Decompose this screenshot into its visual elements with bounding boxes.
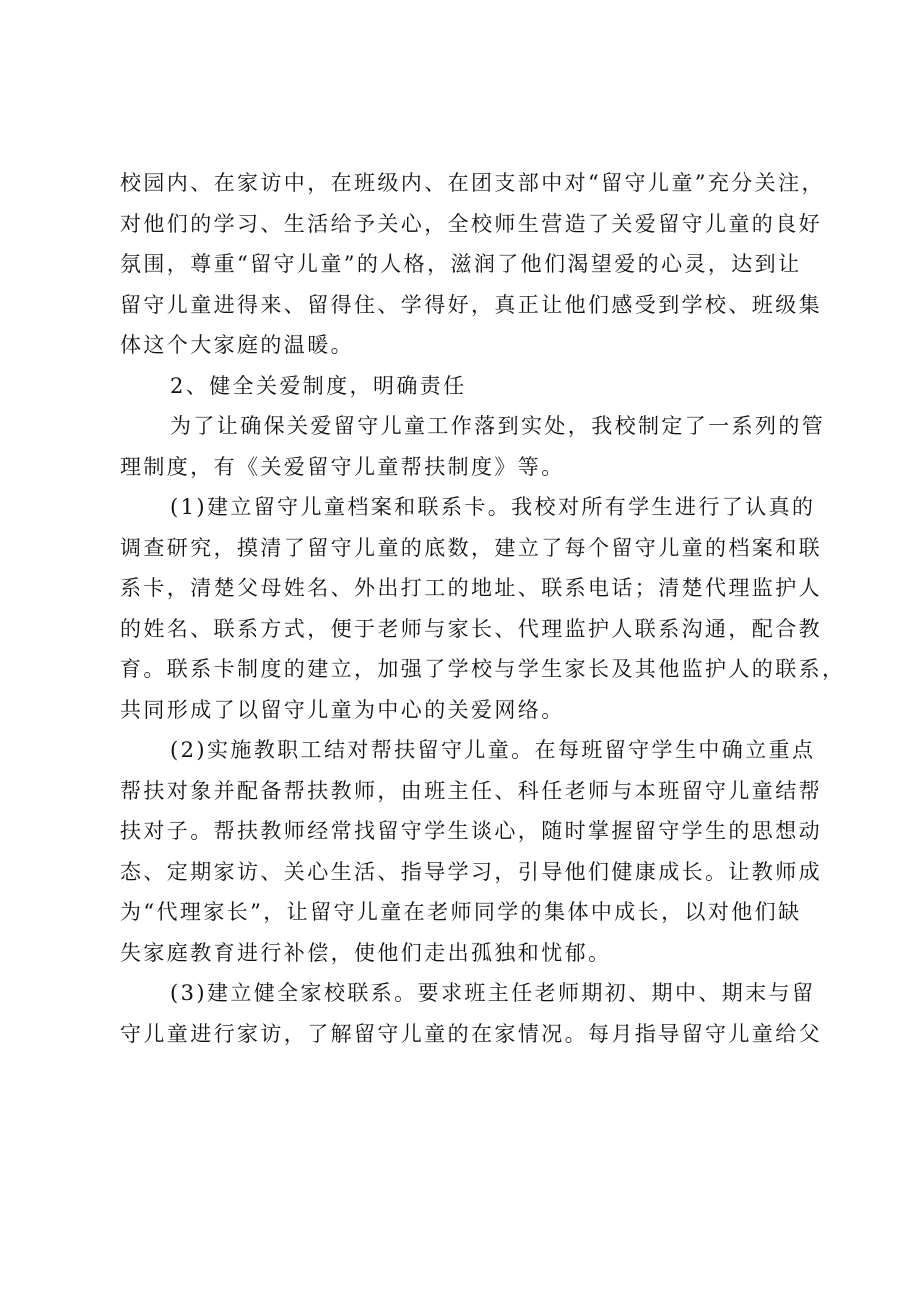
text-line: 态、定期家访、关心生活、指导学习，引导他们健康成长。让教师成 — [120, 859, 822, 884]
document-body — [120, 163, 846, 1054]
text-line: 体这个大家庭的温暖。 — [120, 333, 354, 357]
text-line: 育。联系卡制度的建立，加强了学校与学生家长及其他监护人的联系， — [120, 657, 846, 681]
text-line: 理制度，有《关爱留守儿童帮扶制度》等。 — [120, 454, 565, 479]
text-line: 调查研究，摸清了留守儿童的底数，建立了每个留守儿童的档案和联 — [120, 535, 822, 560]
section-heading: 2、健全关爱制度，明确责任 — [170, 373, 467, 398]
text-line: 守儿童进行家访，了解留守儿童的在家情况。每月指导留守儿童给父 — [120, 1021, 822, 1046]
text-line: 氛围，尊重“留守儿童”的人格，滋润了他们渴望爱的心灵，达到让 — [120, 252, 802, 276]
text-line: 帮扶对象并配备帮扶教师，由班主任、科任老师与本班留守儿童结帮 — [120, 778, 822, 803]
text-line: 留守儿童进得来、留得住、学得好，真正让他们感受到学校、班级集 — [120, 292, 822, 317]
paragraph-first-line: (2)实施教职工结对帮扶留守儿童。在每班留守学生中确立重点 — [170, 738, 816, 762]
text-line: 的姓名、联系方式，便于老师与家长、代理监护人联系沟通，配合教 — [120, 616, 822, 641]
paragraph-first-line: (1)建立留守儿童档案和联系卡。我校对所有学生进行了认真的 — [170, 495, 816, 519]
text-line: 系卡，清楚父母姓名、外出打工的地址、联系电话；清楚代理监护人 — [120, 576, 822, 600]
text-line: 失家庭教育进行补偿，使他们走出孤独和忧郁。 — [120, 940, 612, 965]
text-line: 扶对子。帮扶教师经常找留守学生谈心，随时掌握留守学生的思想动 — [120, 819, 822, 843]
text-line: 为“代理家长”，让留守儿童在老师同学的集体中成长，以对他们缺 — [120, 900, 802, 924]
text-line: 对他们的学习、生活给予关心，全校师生营造了关爱留守儿童的良好 — [120, 211, 822, 236]
text-line: 共同形成了以留守儿童为中心的关爱网络。 — [120, 697, 565, 722]
text-line: 校园内、在家访中，在班级内、在团支部中对“留守儿童”充分关注， — [120, 171, 825, 195]
paragraph-first-line: 为了让确保关爱留守儿童工作落到实处，我校制定了一系列的管 — [170, 414, 826, 438]
paragraph-first-line: (3)建立健全家校联系。要求班主任老师期初、期中、期末与留 — [170, 981, 816, 1005]
